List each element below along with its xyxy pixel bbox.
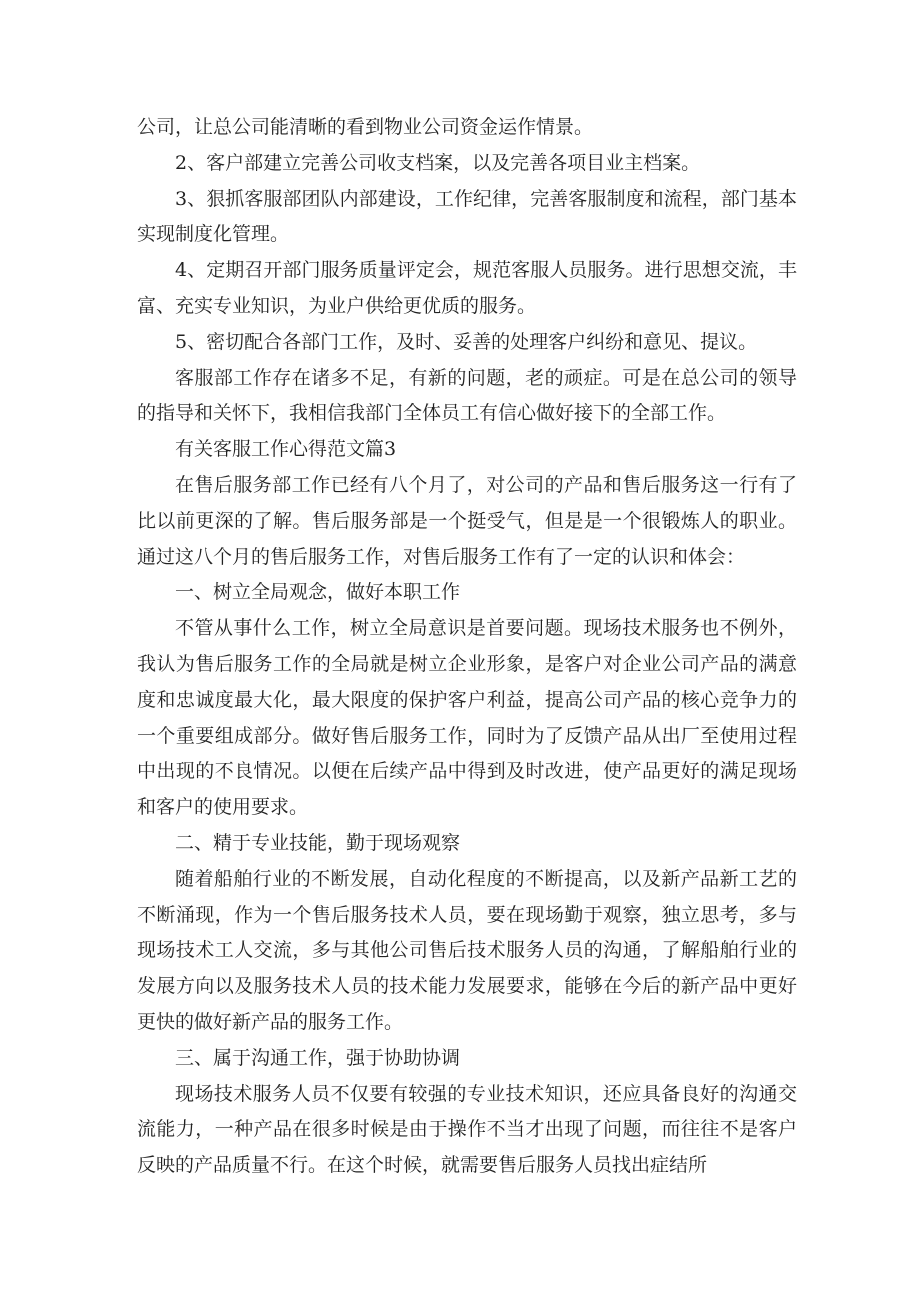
intro-paragraph: 在售后服务部工作已经有八个月了，对公司的产品和售后服务这一行有了比以前更深的了解。售后服务部是一个挺受气，但是是一个很锻炼人的职业。通过这八个月的售后服务工作，对售后服务工作有了一定的认识和体会： xyxy=(137,473,797,568)
body-paragraph-1: 不管从事什么工作，树立全局意识是首要问题。现场技术服务也不例外，我认为售后服务工作的全局就是树立企业形象，是客户对企业公司产品的满意度和忠诚度最大化，最大限度的保护客户利益，提高公司产品的核心竞争力的一个重要组成部分。做好售后服务工作，同时为了反馈产品从出厂至使用过程中出现的不良情况。以便在后续产品中得到及时改进，使产品更好的满足现场和客户的使用要求。 xyxy=(137,617,797,819)
body-paragraph-3: 现场技术服务人员不仅要有较强的专业技术知识，还应具备良好的沟通交流能力，一种产品在很多时候是由于操作不当才出现了问题，而往往不是客户反映的产品质量不行。在这个时候，就需要售后服务人员找出症结所 xyxy=(137,1082,797,1177)
subheading-2: 二、精于专业技能，勤于现场观察 xyxy=(175,831,461,854)
subheading-1: 一、树立全局观念，做好本职工作 xyxy=(175,581,461,604)
list-item-5: 5、密切配合各部门工作，及时、妥善的处理客户纠纷和意见、提议。 xyxy=(175,330,758,353)
section-title: 有关客服工作心得范文篇3 xyxy=(175,438,397,461)
list-item-3: 3、狠抓客服部团队内部建设，工作纪律，完善客服制度和流程，部门基本实现制度化管理。 xyxy=(137,187,797,246)
document-body xyxy=(137,110,797,1184)
subheading-3: 三、属于沟通工作，强于协助协调 xyxy=(175,1046,461,1069)
list-item-4: 4、定期召开部门服务质量评定会，规范客服人员服务。进行思想交流，丰富、充实专业知识，为业户供给更优质的服务。 xyxy=(137,259,797,317)
list-item-2: 2、客户部建立完善公司收支档案，以及完善各项目业主档案。 xyxy=(175,151,701,174)
paragraph-continuation: 公司，让总公司能清晰的看到物业公司资金运作情景。 xyxy=(137,116,594,138)
body-paragraph-2: 随着船舶行业的不断发展，自动化程度的不断提高，以及新产品新工艺的不断涌现，作为一个售后服务技术人员，要在现场勤于观察，独立思考，多与现场技术工人交流，多与其他公司售后技术服务人员的沟通，了解船舶行业的发展方向以及服务技术人员的技术能力发展要求，能够在今后的新产品中更好更快的做好新产品的服务工作。 xyxy=(137,867,797,1033)
closing-paragraph: 客服部工作存在诸多不足，有新的问题，老的顽症。可是在总公司的领导的指导和关怀下，我相信我部门全体员工有信心做好接下的全部工作。 xyxy=(137,366,797,425)
